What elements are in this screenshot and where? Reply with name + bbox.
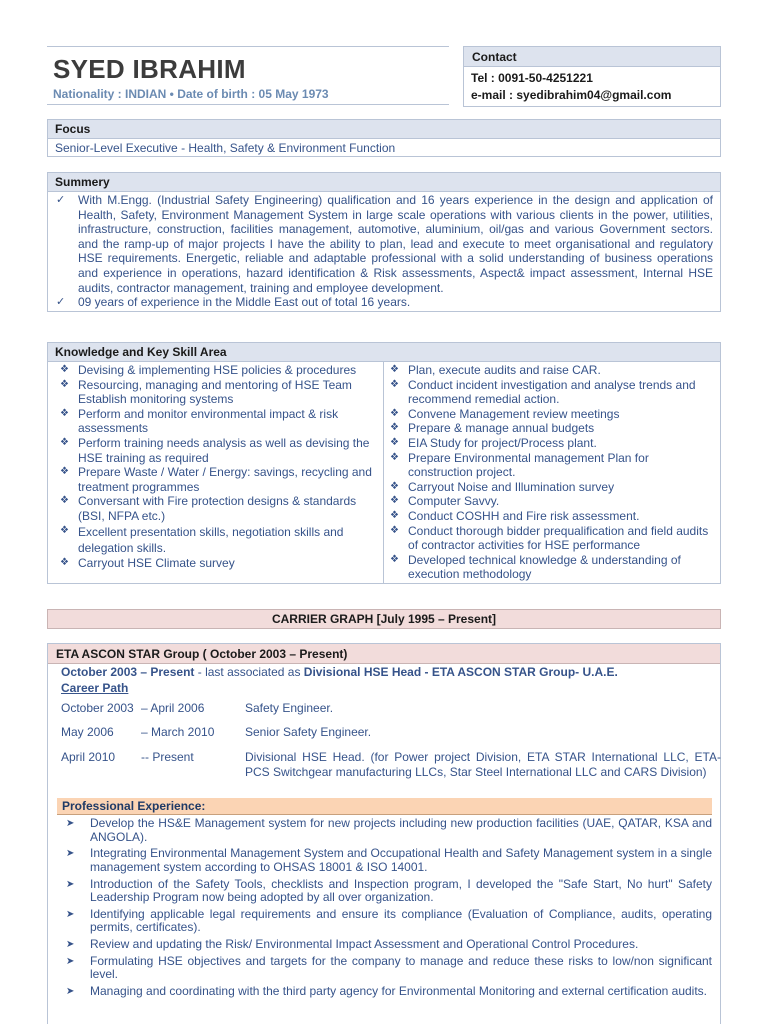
skill-item-text: Devising & implementing HSE policies & procedures [78, 363, 357, 377]
arrow-bullet-icon: ➤ [66, 848, 75, 860]
skill-item [390, 378, 714, 407]
skill-item-text: Conversant with Fire protection designs & standards (BSI, NFPA etc.) [78, 494, 357, 523]
skill-item [390, 407, 714, 422]
skill-item-text: Carryout HSE Climate survey [78, 555, 235, 570]
skill-item [390, 421, 714, 436]
career-to: -- Present [141, 750, 194, 764]
diamond-bullet-icon: ❖ [390, 407, 399, 419]
diamond-bullet-icon: ❖ [60, 364, 69, 375]
skills-right-column [384, 362, 720, 583]
candidate-name: SYED IBRAHIM [53, 54, 246, 84]
check-icon: ✓ [56, 296, 66, 309]
diamond-bullet-icon: ❖ [60, 466, 69, 478]
focus-section [47, 119, 721, 157]
skill-item-text: Convene Management review meetings [408, 406, 620, 421]
skills-heading: Knowledge and Key Skill Area [48, 343, 720, 362]
arrow-bullet-icon: ➤ [66, 939, 75, 951]
skill-item-text: Conduct COSHH and Fire risk assessment. [408, 508, 640, 523]
skill-item [60, 378, 377, 407]
skill-item [60, 363, 377, 378]
skill-item-text: Perform training needs analysis as well as devising the HSE training as required [78, 435, 370, 465]
experience-item-text: Introduction of the Safety Tools, checklists and Inspection program, I developed the "Safe Start, No hurt" Safety Leadership Program now being adopted by all over organization. [90, 876, 712, 905]
skill-item [60, 524, 377, 556]
focus-text: Senior-Level Executive - Health, Safety & Environment Function [55, 141, 396, 155]
skill-item-text: Plan, execute audits and raise CAR. [408, 363, 601, 377]
skill-item-text: Perform and monitor environmental impact & risk assessments [78, 406, 339, 436]
career-from: April 2010 [61, 750, 116, 764]
eta-section [47, 643, 721, 1024]
skill-item [390, 509, 714, 524]
experience-item [61, 955, 712, 982]
summary-body [48, 192, 720, 311]
experience-item [61, 847, 712, 874]
diamond-bullet-icon: ❖ [390, 364, 399, 375]
summary-item-text: With M.Engg. (Industrial Safety Engineering) qualification and 16 years experience in the design and application of Health, Safety, Environment Management System in large scale operations with various clients in the power, utilities, infrastructure, construction, facilities management, automotive, aluminium, oil/gas and various Government sectors. and the ramp-up of major projects I have the ability to plan, lead and execute to meet organisational and regulatory HSE requirements. Energetic, reliable and adaptable professional with a solid understanding of business operations and experience in operations, hazard identification & Risk assessments, Aspect& impact assessment, Internal HSE audits, contractor management, training and employee development. [78, 193, 713, 295]
career-from: May 2006 [61, 725, 114, 739]
experience-item [61, 817, 712, 844]
nationality-dob: Nationality : INDIAN • Date of birth : 05 May 1973 [53, 87, 329, 101]
experience-item-text: Identifying applicable legal requirements and ensure its compliance (Evaluation of Compliance, audits, operating permits, certificates). [90, 906, 712, 935]
carrier-graph-heading: CARRIER GRAPH [July 1995 – Present] [47, 609, 721, 629]
career-role: Senior Safety Engineer. [245, 725, 372, 739]
experience-item-text: Formulating HSE objectives and targets for the company to manage and reduce these risks to low/non significant level. [90, 953, 712, 982]
diamond-bullet-icon: ❖ [60, 495, 69, 507]
experience-list [61, 817, 712, 1002]
focus-heading: Focus [48, 120, 720, 139]
eta-association-line [61, 665, 711, 679]
contact-heading: Contact [463, 46, 721, 67]
skill-item-text: Carryout Noise and Illumination survey [408, 479, 615, 494]
arrow-bullet-icon: ➤ [66, 908, 75, 920]
diamond-bullet-icon: ❖ [60, 378, 69, 390]
diamond-bullet-icon: ❖ [390, 436, 399, 448]
diamond-bullet-icon: ❖ [390, 509, 399, 521]
career-from: October 2003 [61, 701, 134, 715]
contact-details [463, 67, 721, 107]
skill-item-text: Developed technical knowledge & understanding of execution methodology [408, 552, 681, 582]
skill-item [390, 494, 714, 509]
career-to: – March 2010 [141, 725, 215, 739]
skill-item-text: EIA Study for project/Process plant. [408, 435, 597, 450]
experience-item [61, 985, 712, 999]
skill-item-text: Conduct incident investigation and analyse trends and recommend remedial action. [408, 377, 696, 407]
diamond-bullet-icon: ❖ [390, 451, 399, 463]
summary-heading: Summery [48, 173, 720, 192]
contact-email: e-mail : syedibrahim04@gmail.com [471, 88, 672, 102]
skill-item [390, 363, 714, 378]
contact-box [463, 46, 721, 107]
skill-item-text: Excellent presentation skills, negotiation skills and delegation skills. [78, 524, 344, 555]
skill-item-text: Prepare Environmental management Plan for construction project. [408, 450, 649, 480]
skill-item [390, 524, 714, 553]
check-icon: ✓ [56, 194, 66, 206]
career-path-label: Career Path [61, 681, 129, 695]
career-role: Divisional HSE Head. (for Power project Division, ETA STAR International LLC, ETA- PCS Switchgear manufacturing LLCs, Star Steel International LLC and CARS Division) [245, 750, 721, 779]
arrow-bullet-icon: ➤ [66, 878, 75, 890]
arrow-bullet-icon: ➤ [66, 955, 75, 967]
eta-assoc-role: Divisional HSE Head - ETA ASCON STAR Group- U.A.E. [303, 665, 618, 679]
name-bottom-rule [47, 104, 449, 105]
skill-item-text: Resourcing, managing and mentoring of HSE Team Establish monitoring systems [78, 377, 352, 407]
diamond-bullet-icon: ❖ [390, 480, 399, 492]
summary-item-text: 09 years of experience in the Middle East out of total 16 years. [78, 295, 411, 310]
eta-heading: ETA ASCON STAR Group ( October 2003 – Present) [48, 644, 720, 664]
skill-item [60, 494, 377, 523]
diamond-bullet-icon: ❖ [60, 556, 69, 568]
diamond-bullet-icon: ❖ [60, 524, 69, 536]
skill-item [60, 407, 377, 436]
diamond-bullet-icon: ❖ [60, 407, 69, 419]
skill-item [390, 436, 714, 451]
career-role: Safety Engineer. [245, 701, 334, 715]
experience-item-text: Managing and coordinating with the third party agency for Environmental Monitoring and external certification audits. [90, 984, 708, 999]
experience-item [61, 938, 712, 952]
skill-item [60, 556, 377, 571]
diamond-bullet-icon: ❖ [60, 436, 69, 448]
skills-section [47, 342, 721, 584]
eta-assoc-text: - last associated as [194, 665, 304, 679]
summary-item [56, 193, 713, 295]
skill-item [60, 436, 377, 465]
skill-item [60, 465, 377, 494]
skills-left-column [48, 362, 384, 583]
diamond-bullet-icon: ❖ [390, 495, 399, 507]
diamond-bullet-icon: ❖ [390, 524, 399, 536]
skill-item-text: Prepare & manage annual budgets [408, 421, 595, 436]
diamond-bullet-icon: ❖ [390, 553, 399, 565]
experience-item-text: Integrating Environmental Management System and Occupational Health and Safety Management system in a single management system according to OHSAS 18001 & ISO 14001. [90, 846, 712, 874]
skill-item-text: Conduct thorough bidder prequalification and field audits of contractor activities for HSE performance [408, 523, 709, 553]
diamond-bullet-icon: ❖ [390, 378, 399, 390]
experience-item-text: Review and updating the Risk/ Environmental Impact Assessment and Operational Control Procedures. [90, 937, 639, 952]
skills-body [48, 362, 720, 583]
summary-item [56, 295, 713, 310]
name-top-rule [47, 46, 449, 47]
skill-item-text: Prepare Waste / Water / Energy: savings, recycling and treatment programmes [78, 465, 372, 494]
summary-section [47, 172, 721, 312]
skill-item [390, 553, 714, 582]
arrow-bullet-icon: ➤ [66, 986, 75, 998]
eta-period: October 2003 – Present [61, 665, 195, 679]
arrow-bullet-icon: ➤ [66, 818, 75, 829]
skill-item [390, 451, 714, 480]
diamond-bullet-icon: ❖ [390, 422, 399, 434]
skill-item [390, 480, 714, 495]
career-to: – April 2006 [141, 701, 205, 715]
professional-experience-heading: Professional Experience: [57, 798, 712, 815]
experience-item [61, 878, 712, 905]
skill-item-text: Computer Savvy. [408, 494, 500, 509]
experience-item [61, 908, 712, 935]
contact-tel: Tel : 0091-50-4251221 [471, 71, 593, 85]
experience-item-text: Develop the HS&E Management system for new projects including new production facilities (UAE, QATAR, KSA and ANGOLA). [90, 816, 712, 844]
